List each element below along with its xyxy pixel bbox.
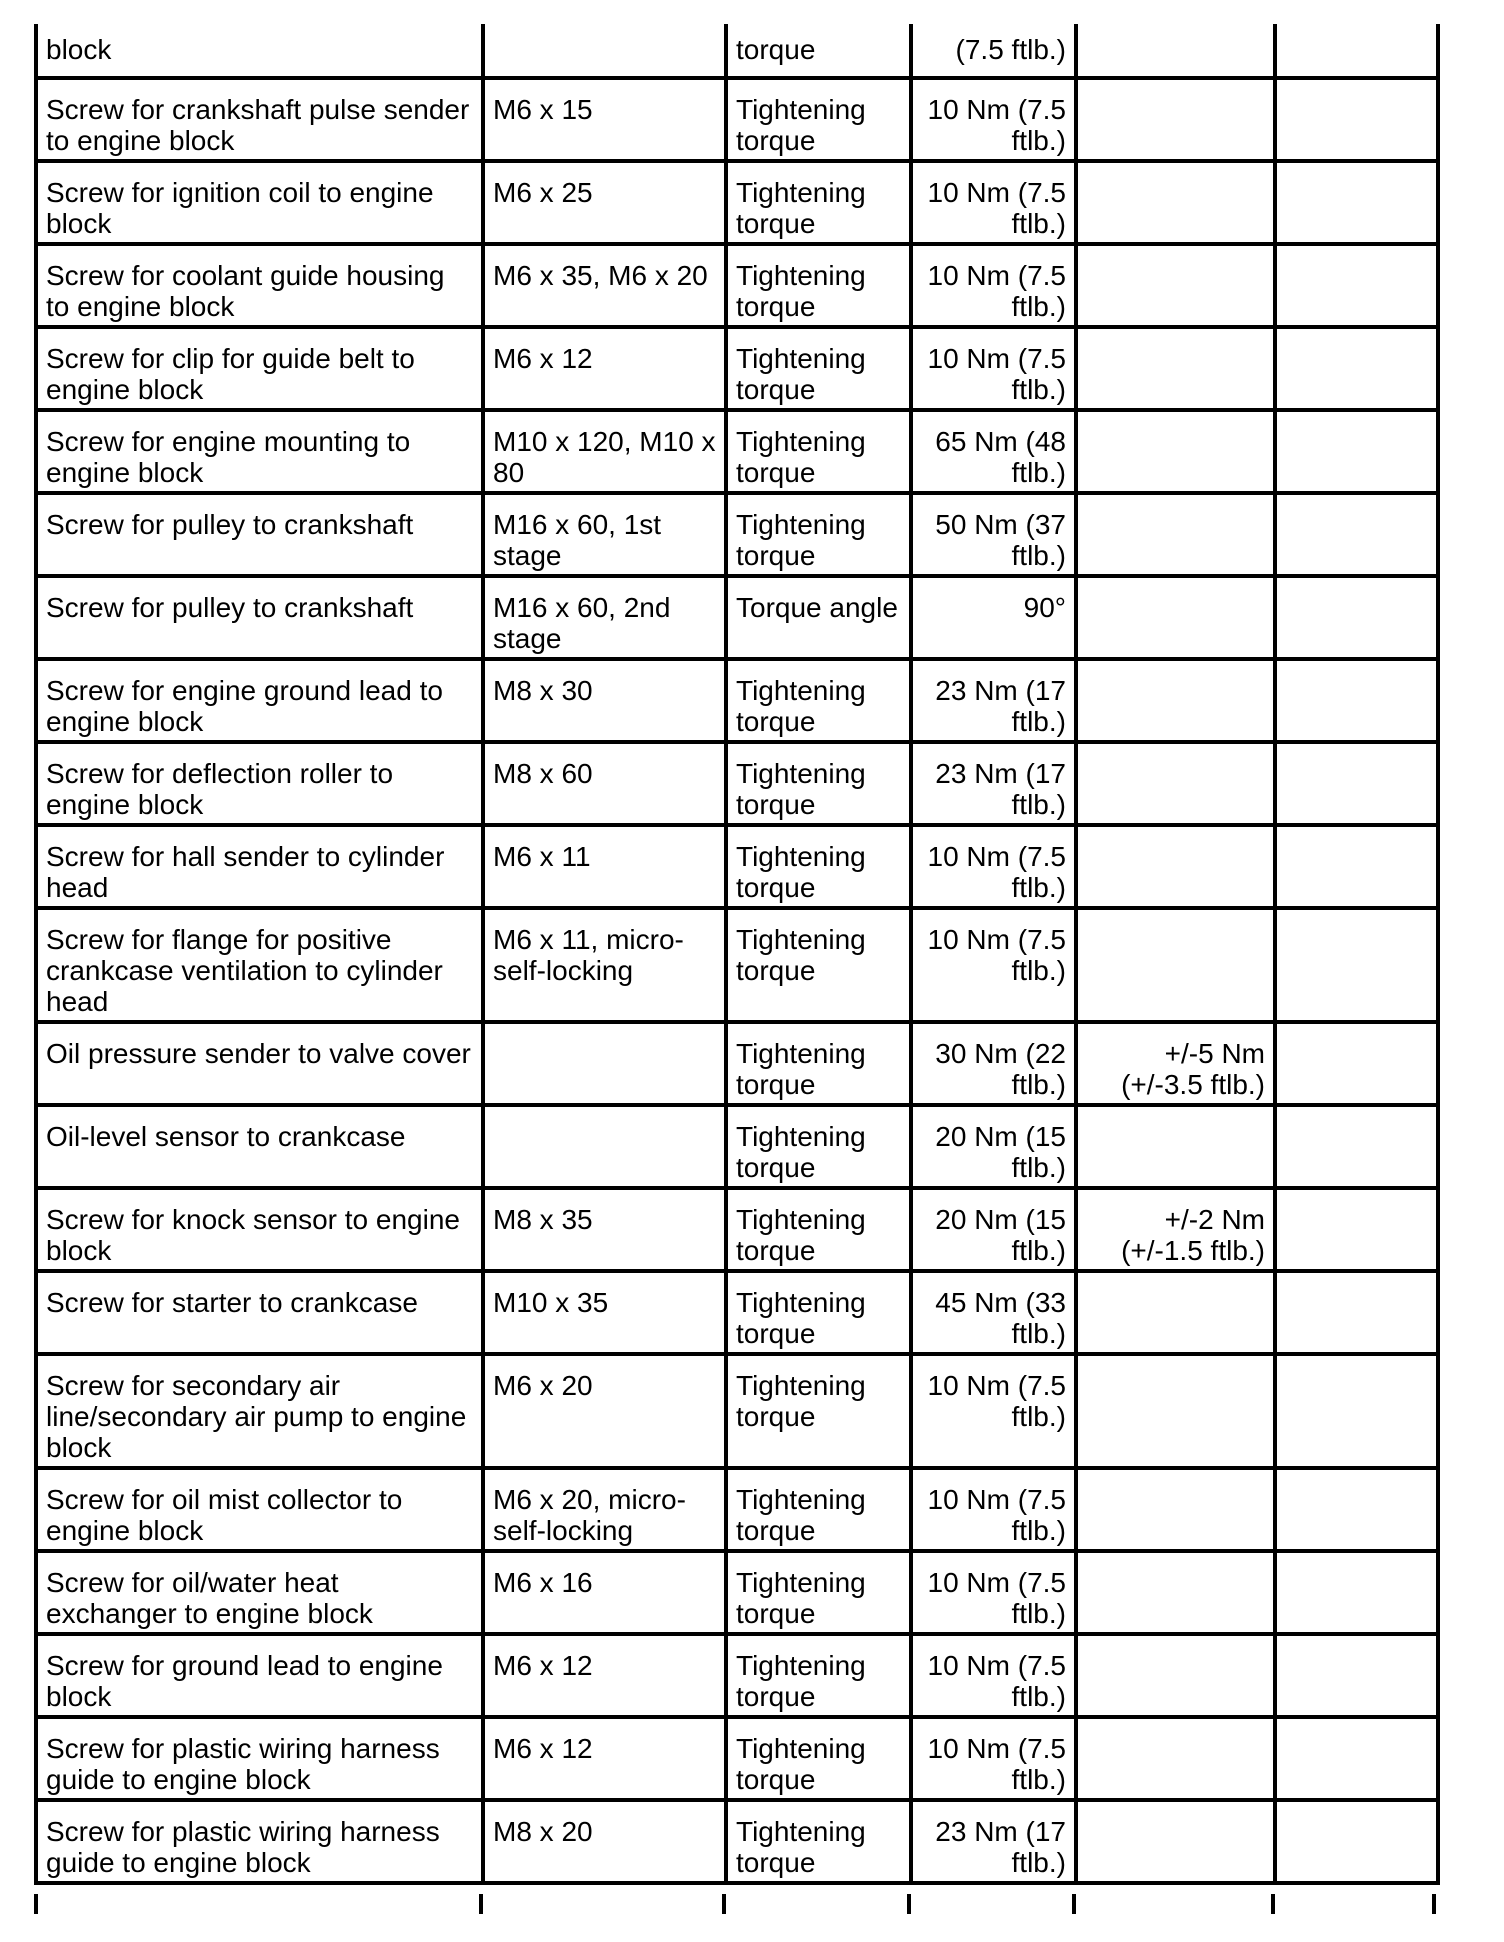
extra-cell <box>1275 327 1438 410</box>
size-cell: M6 x 20, micro-self-locking <box>483 1468 726 1551</box>
type-cell: Tightening torque <box>726 1551 911 1634</box>
table-row <box>36 908 1438 1022</box>
value-cell: 23 Nm (17 ftlb.) <box>911 1800 1076 1883</box>
component-cell: Screw for oil mist collector to engine block <box>36 1468 483 1551</box>
tolerance-cell <box>1076 1800 1275 1883</box>
value-cell: 90° <box>911 576 1076 659</box>
table-row <box>36 1800 1438 1883</box>
value-cell: 10 Nm (7.5 ftlb.) <box>911 161 1076 244</box>
table-row <box>36 327 1438 410</box>
value-cell: 10 Nm (7.5 ftlb.) <box>911 327 1076 410</box>
extra-cell <box>1275 825 1438 908</box>
type-cell: Tightening torque <box>726 1271 911 1354</box>
extra-cell <box>1275 1634 1438 1717</box>
tolerance-cell <box>1076 1105 1275 1188</box>
table-row <box>36 1468 1438 1551</box>
table-row <box>36 1717 1438 1800</box>
value-cell: 23 Nm (17 ftlb.) <box>911 659 1076 742</box>
extra-cell <box>1275 1551 1438 1634</box>
extra-cell <box>1275 1468 1438 1551</box>
size-cell: M8 x 35 <box>483 1188 726 1271</box>
value-cell: 50 Nm (37 ftlb.) <box>911 493 1076 576</box>
table-row <box>36 244 1438 327</box>
column-border-stub <box>1432 1894 1436 1914</box>
table-continuation-stubs <box>34 1894 1436 1914</box>
column-border-stub <box>34 1894 38 1914</box>
extra-cell <box>1275 742 1438 825</box>
tolerance-cell <box>1076 576 1275 659</box>
tolerance-cell <box>1076 1468 1275 1551</box>
value-cell: 10 Nm (7.5 ftlb.) <box>911 244 1076 327</box>
tolerance-cell: +/-5 Nm (+/-3.5 ftlb.) <box>1076 1022 1275 1105</box>
extra-cell <box>1275 78 1438 161</box>
type-cell: Tightening torque <box>726 410 911 493</box>
size-cell <box>483 1105 726 1188</box>
value-cell: 20 Nm (15 ftlb.) <box>911 1188 1076 1271</box>
value-cell: 10 Nm (7.5 ftlb.) <box>911 1354 1076 1468</box>
tolerance-cell <box>1076 24 1275 78</box>
value-cell: 23 Nm (17 ftlb.) <box>911 742 1076 825</box>
extra-cell <box>1275 493 1438 576</box>
tolerance-cell <box>1076 78 1275 161</box>
value-cell: (7.5 ftlb.) <box>911 24 1076 78</box>
type-cell: Tightening torque <box>726 1800 911 1883</box>
extra-cell <box>1275 1188 1438 1271</box>
table-row <box>36 78 1438 161</box>
table-row <box>36 1022 1438 1105</box>
table-row <box>36 24 1438 78</box>
component-cell: Screw for deflection roller to engine block <box>36 742 483 825</box>
component-cell: Screw for hall sender to cylinder head <box>36 825 483 908</box>
value-cell: 10 Nm (7.5 ftlb.) <box>911 908 1076 1022</box>
size-cell: M8 x 60 <box>483 742 726 825</box>
size-cell: M6 x 35, M6 x 20 <box>483 244 726 327</box>
table-row <box>36 1634 1438 1717</box>
size-cell: M16 x 60, 2nd stage <box>483 576 726 659</box>
value-cell: 10 Nm (7.5 ftlb.) <box>911 825 1076 908</box>
table-row <box>36 659 1438 742</box>
component-cell: Screw for flange for positive crankcase ventilation to cylinder head <box>36 908 483 1022</box>
component-cell: block <box>36 24 483 78</box>
column-border-stub <box>722 1894 726 1914</box>
type-cell: Tightening torque <box>726 1468 911 1551</box>
size-cell <box>483 24 726 78</box>
table-row <box>36 410 1438 493</box>
component-cell: Screw for knock sensor to engine block <box>36 1188 483 1271</box>
tolerance-cell <box>1076 244 1275 327</box>
tolerance-cell <box>1076 1354 1275 1468</box>
extra-cell <box>1275 1717 1438 1800</box>
type-cell: Tightening torque <box>726 825 911 908</box>
column-border-stub <box>1271 1894 1275 1914</box>
component-cell: Screw for ignition coil to engine block <box>36 161 483 244</box>
size-cell: M6 x 12 <box>483 1634 726 1717</box>
tolerance-cell <box>1076 1634 1275 1717</box>
component-cell: Screw for crankshaft pulse sender to engine block <box>36 78 483 161</box>
table-row <box>36 1354 1438 1468</box>
component-cell: Screw for secondary air line/secondary air pump to engine block <box>36 1354 483 1468</box>
component-cell: Screw for oil/water heat exchanger to engine block <box>36 1551 483 1634</box>
column-border-stub <box>1072 1894 1076 1914</box>
component-cell: Screw for engine mounting to engine block <box>36 410 483 493</box>
table-row <box>36 1271 1438 1354</box>
component-cell: Screw for plastic wiring harness guide to engine block <box>36 1717 483 1800</box>
size-cell: M6 x 12 <box>483 1717 726 1800</box>
tolerance-cell <box>1076 825 1275 908</box>
value-cell: 30 Nm (22 ftlb.) <box>911 1022 1076 1105</box>
type-cell: Tightening torque <box>726 78 911 161</box>
type-cell: Tightening torque <box>726 493 911 576</box>
size-cell: M10 x 120, M10 x 80 <box>483 410 726 493</box>
type-cell: Tightening torque <box>726 659 911 742</box>
table-row <box>36 1551 1438 1634</box>
extra-cell <box>1275 576 1438 659</box>
component-cell: Screw for ground lead to engine block <box>36 1634 483 1717</box>
type-cell: Torque angle <box>726 576 911 659</box>
extra-cell <box>1275 24 1438 78</box>
extra-cell <box>1275 1354 1438 1468</box>
component-cell: Screw for pulley to crankshaft <box>36 576 483 659</box>
type-cell: Tightening torque <box>726 161 911 244</box>
table-row <box>36 493 1438 576</box>
extra-cell <box>1275 1022 1438 1105</box>
size-cell: M6 x 11 <box>483 825 726 908</box>
value-cell: 10 Nm (7.5 ftlb.) <box>911 1551 1076 1634</box>
torque-specification-table <box>34 24 1440 1885</box>
type-cell: Tightening torque <box>726 1717 911 1800</box>
type-cell: Tightening torque <box>726 1105 911 1188</box>
size-cell: M6 x 15 <box>483 78 726 161</box>
table-row <box>36 576 1438 659</box>
type-cell: Tightening torque <box>726 327 911 410</box>
table-row <box>36 1188 1438 1271</box>
extra-cell <box>1275 659 1438 742</box>
extra-cell <box>1275 410 1438 493</box>
type-cell: Tightening torque <box>726 244 911 327</box>
size-cell <box>483 1022 726 1105</box>
size-cell: M6 x 12 <box>483 327 726 410</box>
type-cell: Tightening torque <box>726 908 911 1022</box>
size-cell: M6 x 25 <box>483 161 726 244</box>
size-cell: M6 x 20 <box>483 1354 726 1468</box>
tolerance-cell <box>1076 659 1275 742</box>
extra-cell <box>1275 1800 1438 1883</box>
table-row <box>36 825 1438 908</box>
component-cell: Oil pressure sender to valve cover <box>36 1022 483 1105</box>
component-cell: Screw for pulley to crankshaft <box>36 493 483 576</box>
type-cell: Tightening torque <box>726 1634 911 1717</box>
column-border-stub <box>907 1894 911 1914</box>
type-cell: torque <box>726 24 911 78</box>
size-cell: M8 x 30 <box>483 659 726 742</box>
value-cell: 65 Nm (48 ftlb.) <box>911 410 1076 493</box>
value-cell: 10 Nm (7.5 ftlb.) <box>911 78 1076 161</box>
tolerance-cell <box>1076 161 1275 244</box>
table-row <box>36 1105 1438 1188</box>
size-cell: M6 x 16 <box>483 1551 726 1634</box>
extra-cell <box>1275 1271 1438 1354</box>
value-cell: 45 Nm (33 ftlb.) <box>911 1271 1076 1354</box>
type-cell: Tightening torque <box>726 1188 911 1271</box>
size-cell: M6 x 11, micro-self-locking <box>483 908 726 1022</box>
column-border-stub <box>479 1894 483 1914</box>
table-row <box>36 161 1438 244</box>
component-cell: Screw for plastic wiring harness guide to engine block <box>36 1800 483 1883</box>
tolerance-cell <box>1076 493 1275 576</box>
tolerance-cell: +/-2 Nm (+/-1.5 ftlb.) <box>1076 1188 1275 1271</box>
type-cell: Tightening torque <box>726 742 911 825</box>
value-cell: 10 Nm (7.5 ftlb.) <box>911 1634 1076 1717</box>
tolerance-cell <box>1076 908 1275 1022</box>
type-cell: Tightening torque <box>726 1354 911 1468</box>
extra-cell <box>1275 908 1438 1022</box>
value-cell: 20 Nm (15 ftlb.) <box>911 1105 1076 1188</box>
tolerance-cell <box>1076 410 1275 493</box>
extra-cell <box>1275 161 1438 244</box>
component-cell: Screw for clip for guide belt to engine block <box>36 327 483 410</box>
value-cell: 10 Nm (7.5 ftlb.) <box>911 1717 1076 1800</box>
type-cell: Tightening torque <box>726 1022 911 1105</box>
value-cell: 10 Nm (7.5 ftlb.) <box>911 1468 1076 1551</box>
size-cell: M8 x 20 <box>483 1800 726 1883</box>
tolerance-cell <box>1076 742 1275 825</box>
component-cell: Oil-level sensor to crankcase <box>36 1105 483 1188</box>
extra-cell <box>1275 1105 1438 1188</box>
component-cell: Screw for coolant guide housing to engine block <box>36 244 483 327</box>
component-cell: Screw for starter to crankcase <box>36 1271 483 1354</box>
component-cell: Screw for engine ground lead to engine block <box>36 659 483 742</box>
tolerance-cell <box>1076 1271 1275 1354</box>
size-cell: M16 x 60, 1st stage <box>483 493 726 576</box>
extra-cell <box>1275 244 1438 327</box>
table-row <box>36 742 1438 825</box>
tolerance-cell <box>1076 327 1275 410</box>
size-cell: M10 x 35 <box>483 1271 726 1354</box>
tolerance-cell <box>1076 1551 1275 1634</box>
tolerance-cell <box>1076 1717 1275 1800</box>
